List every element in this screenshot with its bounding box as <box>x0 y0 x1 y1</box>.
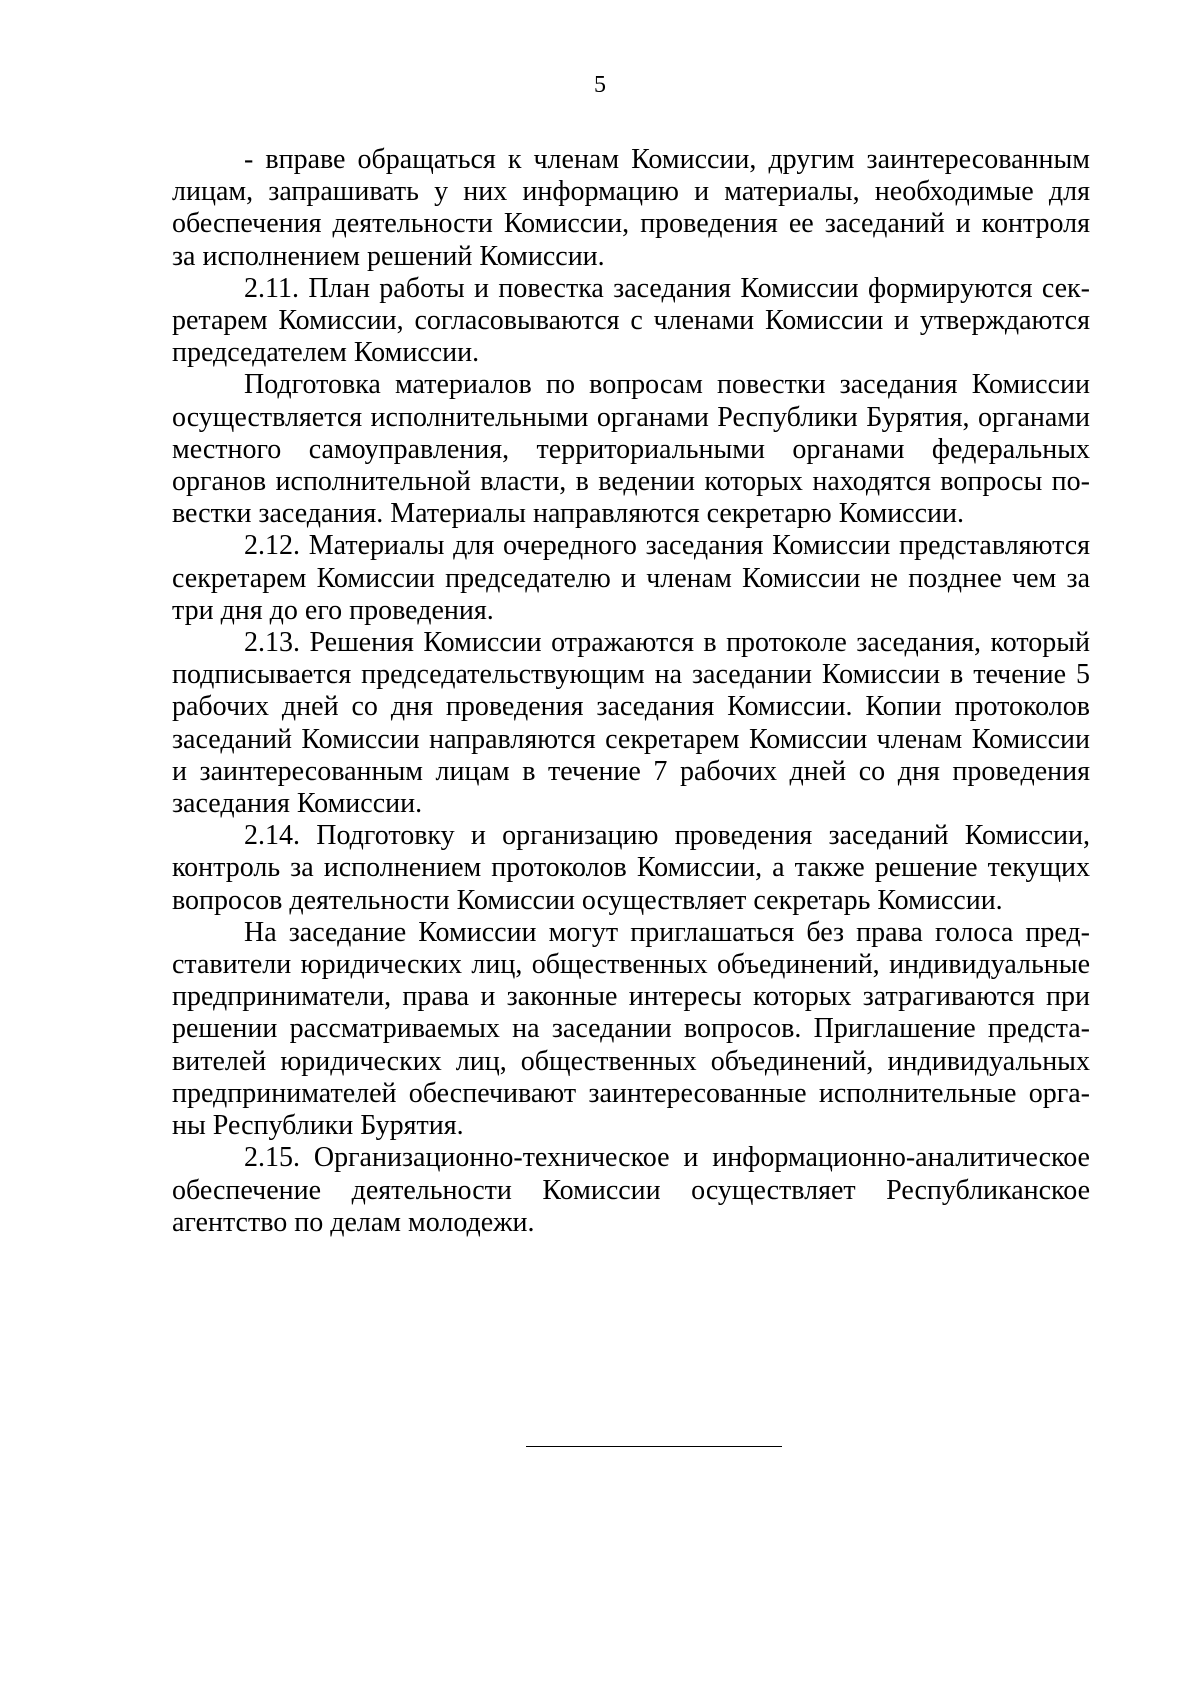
paragraph-2-12: 2.12. Материалы для очередного заседания Комиссии представляются секретарем Комиссии председателю и членам Комиссии не позднее чем за три дня до его проведения. <box>172 530 1090 626</box>
document-end-divider <box>526 1446 782 1447</box>
document-body <box>172 144 1090 1239</box>
paragraph-2-13: 2.13. Решения Комиссии отражаются в протоколе заседания, который подписывается председательствующим на заседании Комиссии в течение 5 рабочих дней со дня проведения заседания Комиссии. Копии протоколов заседаний Комиссии направляются секретарем Комиссии членам Комиссии и заинтересованным лицам в течение 7 рабочих дней со дня проведения заседания Комиссии. <box>172 627 1090 820</box>
paragraph-2-11: 2.11. План работы и повестка заседания Комиссии формируются секретарем Комиссии, согласовываются с членами Комиссии и утверждаются председателем Комиссии. <box>172 272 1090 369</box>
page-number: 5 <box>594 72 606 98</box>
paragraph-invitations: На заседание Комиссии могут приглашаться без права голоса представители юридических лиц, общественных объединений, индивидуальные предприниматели, права и законные интересы которых затрагиваются при решении рассматриваемых на заседании вопросов. Приглашение представителей юридических лиц, общественных объединений, индивидуальных предпринимателей обеспечивают заинтересованные исполнительные органы Республики Бурятия. <box>172 916 1090 1142</box>
paragraph-secretary-rights: - вправе обращаться к членам Комиссии, другим заинтересованным лицам, запрашивать у них информацию и материалы, необходимые для обеспечения деятельности Комиссии, проведения ее заседаний и контроля за исполнением решений Комиссии. <box>172 144 1090 272</box>
paragraph-2-15: 2.15. Организационно-техническое и информационно-аналитическое обеспечение деятельности Комиссии осуществляет Республиканское агентство по делам молодежи. <box>172 1142 1090 1238</box>
paragraph-2-14: 2.14. Подготовку и организацию проведения заседаний Комиссии, контроль за исполнением протоколов Комиссии, а также решение текущих вопросов деятельности Комиссии осуществляет секретарь Комиссии. <box>172 820 1090 916</box>
paragraph-materials-preparation: Подготовка материалов по вопросам повестки заседания Комиссии осуществляется исполнительными органами Республики Бурятия, органами местного самоуправления, территориальными органами федеральных органов исполнительной власти, в ведении которых находятся вопросы повестки заседания. Материалы направляются секретарю Комиссии. <box>172 369 1090 530</box>
